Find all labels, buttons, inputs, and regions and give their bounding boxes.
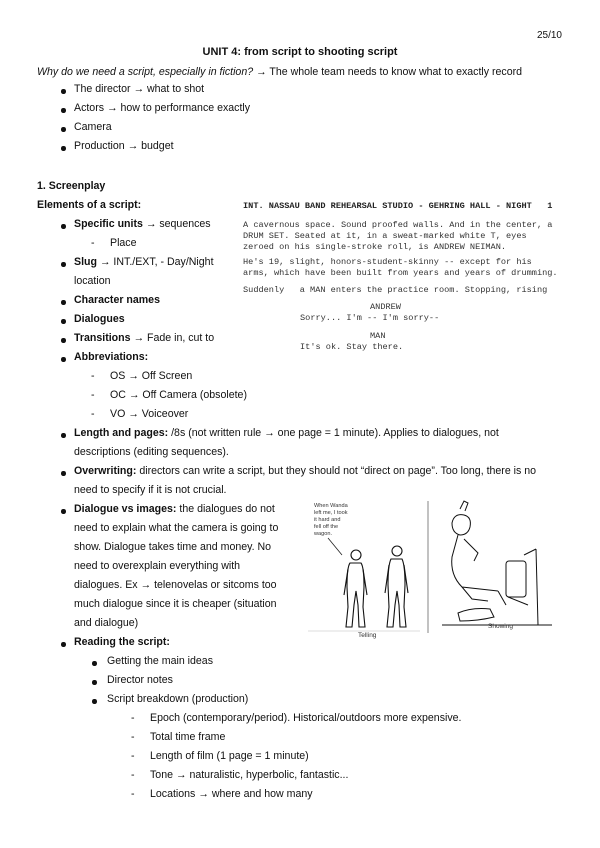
bullet [61, 338, 66, 343]
speech-line: left me, I took [314, 510, 348, 516]
screenplay-action-line: zeroed on his single-stroke roll, is ANDREW NEIMAN. [243, 242, 507, 252]
bullet [92, 680, 97, 685]
dialogue-images-line: show. Dialogue takes time and money. No [74, 541, 272, 553]
dash-marker: - [131, 750, 135, 762]
screenplay-action-line: A cavernous space. Sound proofed walls. And in the center, a [243, 220, 553, 230]
bullet [61, 108, 66, 113]
speech-pointer [328, 538, 342, 555]
breakdown-item: Length of film (1 page = 1 minute) [150, 750, 309, 762]
screenplay-action-3: Suddenly a MAN enters the practice room. Stopping, rising [243, 285, 548, 295]
person-figure-left [344, 550, 367, 627]
speech-line: fell off the [314, 524, 339, 530]
dialogue-images-line: need to explain what the camera is going to [74, 522, 279, 534]
bullet [61, 509, 66, 514]
dash-marker: - [131, 731, 135, 743]
element-text: → sequences [142, 218, 211, 230]
page-title: UNIT 4: from script to shooting script [202, 46, 398, 58]
length-pages-label: Length and pages: [74, 427, 169, 439]
element-abbreviations: Abbreviations: [74, 351, 149, 363]
length-pages-text: /8s (not written rule → one page = 1 minute). Applies to dialogues, not [168, 427, 499, 439]
bullet [92, 699, 97, 704]
screenplay-action-line: DRUM SET. Seated at it, in a sweat-marked white T, eyes [243, 231, 527, 241]
overwriting-line1 [74, 465, 536, 477]
element-slug-line2: location [74, 275, 111, 287]
abbr-item: OS → Off Screen [110, 370, 193, 382]
dash-marker: - [91, 408, 95, 420]
drinking-man-figure [442, 501, 552, 625]
intro-bullet: Camera [74, 121, 112, 133]
bullet [61, 224, 66, 229]
bullet [61, 262, 66, 267]
dash-marker: - [131, 788, 135, 800]
intro-line [37, 66, 522, 78]
dialogue-images-line [74, 503, 275, 515]
bullet [61, 471, 66, 476]
overwriting-label: Overwriting: [74, 465, 137, 477]
screenplay-dialogue: It's ok. Stay there. [300, 342, 404, 352]
bullet [61, 300, 66, 305]
breakdown-item: Total time frame [150, 731, 226, 743]
screenplay-character: ANDREW [370, 302, 401, 312]
bullet [61, 433, 66, 438]
element-text: → INT./EXT, - Day/Night [96, 256, 214, 268]
intro-bullet: Actors → how to performance exactly [74, 102, 251, 114]
length-pages-line2: descriptions (editing sequences). [74, 446, 229, 458]
speech-line: wagon. [314, 531, 333, 537]
dialogue-images-line: much dialogue since it is cheaper (situation [74, 598, 277, 610]
dash-marker: - [91, 389, 95, 401]
breakdown-item: Epoch (contemporary/period). Historical/outdoors more expensive. [150, 712, 462, 724]
screenplay-action-1 [243, 220, 552, 253]
breakdown-item: Locations → where and how many [150, 788, 313, 800]
element-specific-units [74, 218, 211, 230]
section-heading: 1. Screenplay [37, 180, 106, 192]
bullet [61, 642, 66, 647]
breakdown-item: Tone → naturalistic, hyperbolic, fantastic... [150, 769, 349, 781]
page-date: 25/10 [536, 30, 562, 41]
reading-label: Reading the script: [74, 636, 170, 648]
length-pages-line1 [74, 427, 499, 439]
screenplay-slugline: INT. NASSAU BAND REHEARSAL STUDIO - GEHRING HALL - NIGHT 1 [243, 201, 553, 211]
screenplay-action-2 [243, 257, 558, 279]
screenplay-action-line: He's 19, slight, honors-student-skinny -- except for his [243, 257, 532, 267]
dialogue-images-line: need to overexplain everything with [74, 560, 241, 572]
reading-item: Director notes [107, 674, 173, 686]
overwriting-line2: need to specify if it is not crucial. [74, 484, 227, 496]
reading-item: Script breakdown (production) [107, 693, 249, 705]
bullet [61, 146, 66, 151]
dash-marker: - [91, 370, 95, 382]
abbr-item: OC → Off Camera (obsolete) [110, 389, 247, 401]
bullet [61, 89, 66, 94]
intro-answer: → The whole team needs to know what to exactly record [253, 66, 523, 78]
element-slug [74, 256, 214, 268]
caption-telling: Telling [358, 632, 377, 639]
section-subheading: Elements of a script: [37, 199, 142, 211]
screenplay-character: MAN [370, 331, 386, 341]
intro-bullet: Production → budget [74, 140, 174, 152]
bullet [61, 127, 66, 132]
screenplay-dialogue: Sorry... I'm -- I'm sorry-- [300, 313, 440, 323]
dialogue-images-text: the dialogues do not [176, 503, 275, 515]
dash-marker: - [91, 237, 95, 249]
element-transitions [74, 332, 214, 344]
element-label: Transitions [74, 332, 131, 344]
abbr-item: VO → Voiceover [110, 408, 189, 420]
element-place: Place [110, 237, 137, 249]
speech-line: it hard and [314, 517, 341, 523]
screenplay-action-line: arms, which have been built from years and years of drumming. [243, 268, 558, 278]
element-dialogues: Dialogues [74, 313, 125, 325]
dialogue-images-label: Dialogue vs images: [74, 503, 177, 515]
person-figure-right [385, 546, 408, 627]
caption-showing: Showing [488, 623, 513, 630]
reading-item: Getting the main ideas [107, 655, 213, 667]
dialogue-images-line: and dialogue) [74, 617, 139, 629]
dash-marker: - [131, 712, 135, 724]
bullet [61, 357, 66, 362]
intro-question: Why do we need a script, especially in fiction? [37, 66, 254, 78]
bullet [61, 319, 66, 324]
speech-line: When Wanda [314, 503, 348, 509]
bullet [92, 661, 97, 666]
element-character-names: Character names [74, 294, 160, 306]
dialogue-images-line: dialogues. Ex → telenovelas or sitcoms too [74, 579, 277, 591]
element-text: → Fade in, cut to [130, 332, 215, 344]
element-label: Slug [74, 256, 97, 268]
element-label: Specific units [74, 218, 143, 230]
dash-marker: - [131, 769, 135, 781]
overwriting-text: directors can write a script, but they should not “direct on page”. Too long, there is no [136, 465, 537, 477]
intro-bullet: The director → what to shot [74, 83, 205, 95]
telling-showing-illustration [302, 495, 562, 640]
